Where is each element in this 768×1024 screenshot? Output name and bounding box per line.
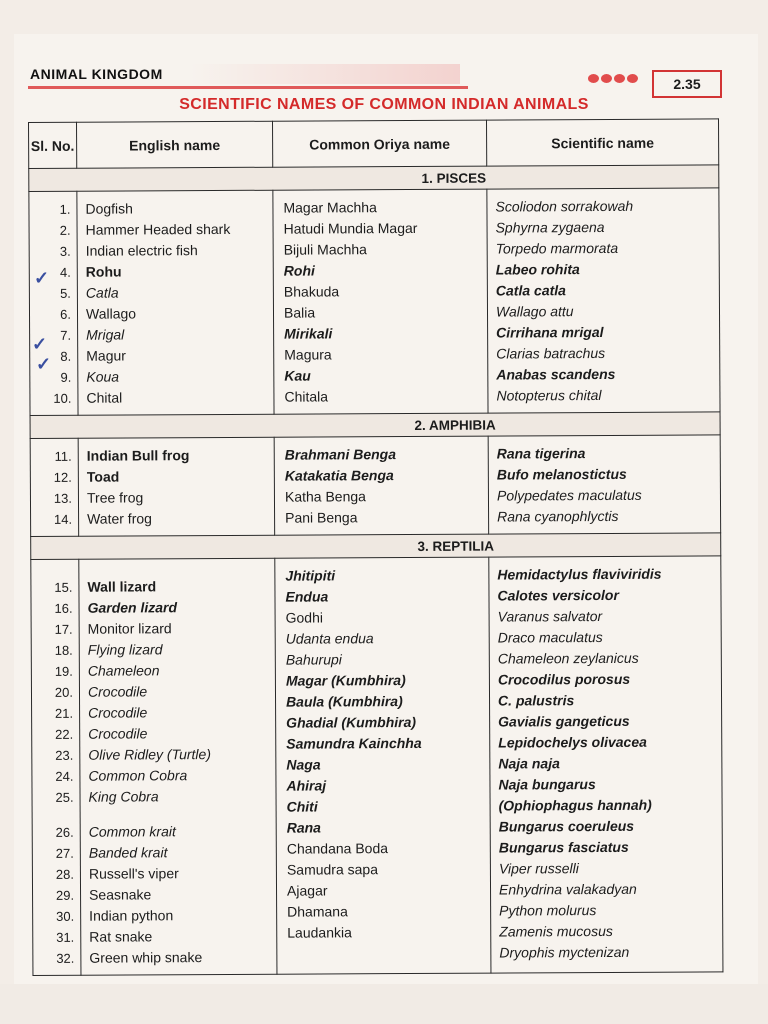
list-item: 7. xyxy=(60,327,72,343)
list-item: Ahiraj xyxy=(286,777,327,794)
list-item: Draco maculatus xyxy=(497,628,603,646)
table-header-row xyxy=(29,119,719,169)
list-item: 6. xyxy=(60,306,72,322)
list-item: 22. xyxy=(55,726,74,742)
oriya-name-list xyxy=(273,190,487,414)
list-item: Brahmani Benga xyxy=(284,446,397,463)
list-item: 29. xyxy=(55,887,75,903)
list-item: Labeo rohita xyxy=(495,261,580,278)
list-item: 24. xyxy=(55,768,74,784)
list-item: Banded krait xyxy=(88,844,168,861)
list-item: Green whip snake xyxy=(89,949,203,966)
list-item: Laudankia xyxy=(287,924,352,941)
list-item: Wallago attu xyxy=(495,303,574,320)
list-item: Indian python xyxy=(89,907,174,924)
list-item: Chiti xyxy=(286,798,318,815)
list-item: Crocodilus porosus xyxy=(497,670,631,688)
list-item: Kau xyxy=(284,367,311,384)
list-item: Python molurus xyxy=(499,902,597,919)
page-title: SCIENTIFIC NAMES OF COMMON INDIAN ANIMALS xyxy=(179,96,589,113)
list-item: Dryophis myctenizan xyxy=(499,943,630,961)
column-header-english: English name xyxy=(77,121,273,168)
list-item: Magar (Kumbhira) xyxy=(285,672,406,689)
column-header-sl: Sl. No. xyxy=(29,122,77,168)
list-item: 15. xyxy=(54,579,73,595)
list-item: Water frog xyxy=(87,510,152,527)
list-item: Torpedo marmorata xyxy=(495,239,619,257)
serial-list xyxy=(31,439,79,536)
pen-tick-icon: ✓ xyxy=(34,268,50,288)
list-item: Chital xyxy=(86,389,123,406)
list-item: Katakatia Benga xyxy=(284,467,394,484)
list-item: Dhamana xyxy=(287,903,348,920)
column-header-oriya: Common Oriya name xyxy=(272,120,486,167)
list-item: 23. xyxy=(55,747,74,763)
list-item: Bijuli Machha xyxy=(283,241,367,258)
list-item: Ghadial (Kumbhira) xyxy=(286,713,417,731)
table-row-group xyxy=(31,556,723,976)
english-name-list xyxy=(79,559,276,975)
column-header-scientific: Scientific name xyxy=(486,119,718,166)
list-item: Crocodile xyxy=(87,683,148,700)
list-item: Rohi xyxy=(283,262,315,279)
list-item: 17. xyxy=(54,621,73,637)
list-item: Rana tigerina xyxy=(496,445,586,462)
list-item: 8. xyxy=(60,348,72,364)
list-item: 14. xyxy=(53,511,73,527)
list-item: Crocodile xyxy=(88,704,148,721)
list-item: 28. xyxy=(55,866,74,882)
header-background-print xyxy=(190,64,460,84)
list-item: Magura xyxy=(284,346,332,363)
list-item: Viper russelli xyxy=(498,860,579,877)
section-title: 3. REPTILIA xyxy=(417,538,495,554)
pen-tick-icon: ✓ xyxy=(32,334,48,354)
page-number: 2.35 xyxy=(652,70,722,98)
oriya-name-list xyxy=(275,558,490,950)
scientific-name-list xyxy=(489,435,721,533)
list-item: Russell's viper xyxy=(88,865,179,882)
english-name-list xyxy=(77,191,273,415)
list-item: Baula (Kumbhira) xyxy=(285,693,403,710)
list-item: Clarias batrachus xyxy=(496,344,606,362)
list-item: Bhakuda xyxy=(283,283,340,300)
list-item: 26. xyxy=(55,824,74,840)
list-item: Cirrihana mrigal xyxy=(496,323,604,341)
list-item: 31. xyxy=(56,929,75,945)
section-title: 2. AMPHIBIA xyxy=(414,417,496,433)
page-bottom-shadow xyxy=(0,984,768,1024)
list-item: Chameleon xyxy=(87,662,160,679)
list-item: Crocodile xyxy=(88,725,148,742)
list-item: Rat snake xyxy=(89,928,153,945)
list-item: Common Cobra xyxy=(88,767,188,784)
decorative-dots-icon xyxy=(588,70,640,88)
list-item: Endua xyxy=(285,588,329,605)
scientific-name-list xyxy=(487,188,719,412)
table-row-group xyxy=(30,435,721,537)
list-item: Indian Bull frog xyxy=(86,447,190,464)
list-item: 27. xyxy=(55,845,74,861)
list-item: Seasnake xyxy=(89,886,152,903)
list-item: 19. xyxy=(54,663,73,679)
oriya-name-list xyxy=(275,437,489,535)
list-item: Flying lizard xyxy=(87,641,163,658)
list-item: Ajagar xyxy=(286,882,328,899)
serial-list xyxy=(29,192,77,415)
list-item: Pani Benga xyxy=(285,509,358,526)
list-item: Polypedates maculatus xyxy=(496,486,642,504)
list-item: 20. xyxy=(54,684,74,700)
serial-list xyxy=(31,560,80,975)
list-item: 25. xyxy=(55,789,74,805)
list-item: Bahurupi xyxy=(285,651,342,668)
list-item: Bungarus fasciatus xyxy=(498,838,629,856)
list-item: Wall lizard xyxy=(87,578,157,595)
list-item: 11. xyxy=(54,448,72,464)
list-item: 16. xyxy=(54,600,73,616)
list-item: 4. xyxy=(59,264,71,280)
list-item: 10. xyxy=(53,390,72,406)
list-item: Jhitipiti xyxy=(285,567,336,584)
list-item: Scoliodon sorrakowah xyxy=(495,197,634,215)
list-item: Magur xyxy=(86,347,126,364)
list-item: Chandana Boda xyxy=(286,840,389,857)
list-item: Udanta endua xyxy=(285,630,374,647)
list-item: 9. xyxy=(60,369,72,385)
list-item: Bufo melanostictus xyxy=(496,465,627,483)
list-item: 30. xyxy=(56,908,75,924)
list-item: 3. xyxy=(59,243,71,259)
list-item: Balia xyxy=(283,304,316,321)
list-item: 1. xyxy=(59,201,71,217)
list-item: Naga xyxy=(286,756,321,773)
table-row-group xyxy=(29,188,720,416)
spacer xyxy=(31,567,78,577)
list-item: Hatudi Mundia Magar xyxy=(283,219,418,237)
list-item: Catla catla xyxy=(495,282,566,299)
list-item: Godhi xyxy=(285,609,323,626)
list-item: Hemidactylus flaviviridis xyxy=(497,565,662,583)
list-item: Common krait xyxy=(88,823,176,840)
list-item: Chitala xyxy=(284,388,329,405)
spacer xyxy=(33,808,80,822)
list-item: Bungarus coeruleus xyxy=(498,817,635,835)
list-item: King Cobra xyxy=(88,788,159,805)
list-item: C. palustris xyxy=(497,692,575,709)
list-item: 12. xyxy=(53,469,72,485)
list-item: Notopterus chital xyxy=(496,387,602,404)
list-item: Anabas scandens xyxy=(496,365,616,383)
list-item: Gavialis gangeticus xyxy=(498,712,630,730)
list-item: Toad xyxy=(86,468,120,485)
list-item: Chameleon zeylanicus xyxy=(497,649,639,667)
list-item: Garden lizard xyxy=(87,599,178,616)
english-name-list xyxy=(79,438,275,536)
section-title: 1. PISCES xyxy=(421,170,487,186)
list-item: Olive Ridley (Turtle) xyxy=(88,746,212,763)
pen-tick-icon: ✓ xyxy=(36,354,52,374)
list-item: Naja naja xyxy=(498,755,560,772)
list-item: Mirikali xyxy=(284,325,333,342)
list-item: Dogfish xyxy=(85,200,133,217)
list-item: Katha Benga xyxy=(284,488,366,505)
list-item: Rohu xyxy=(85,263,122,280)
list-item: Magar Machha xyxy=(283,199,377,216)
list-item: Zamenis mucosus xyxy=(499,922,613,940)
list-item: (Ophiophagus hannah) xyxy=(498,796,652,814)
list-item: Hammer Headed shark xyxy=(85,220,231,238)
list-item: Sphyrna zygaena xyxy=(495,218,605,236)
list-item: Catla xyxy=(85,284,119,301)
animal-names-table xyxy=(28,118,723,976)
list-item: Rana cyanophlyctis xyxy=(497,507,619,525)
list-item: Mrigal xyxy=(86,326,125,343)
list-item: Calotes versicolor xyxy=(497,586,619,604)
scientific-name-list xyxy=(489,556,722,969)
list-item: 5. xyxy=(60,285,71,301)
chapter-underline xyxy=(28,86,468,89)
list-item: Varanus salvator xyxy=(497,608,603,625)
list-item: 18. xyxy=(54,642,73,658)
list-item: Tree frog xyxy=(86,489,144,506)
spacer xyxy=(81,807,276,822)
list-item: Monitor lizard xyxy=(87,620,172,637)
list-item: 32. xyxy=(56,950,75,966)
list-item: Indian electric fish xyxy=(85,242,198,259)
list-item: Rana xyxy=(286,819,321,836)
list-item: Enhydrina valakadyan xyxy=(498,880,637,898)
list-item: Lepidochelys olivacea xyxy=(498,733,647,751)
list-item: Samudra sapa xyxy=(286,861,379,878)
list-item: 21. xyxy=(54,705,74,721)
list-item: 2. xyxy=(59,222,71,238)
list-item: Naja bungarus xyxy=(498,776,596,793)
chapter-heading: ANIMAL KINGDOM xyxy=(30,66,163,82)
list-item: Wallago xyxy=(85,305,137,322)
list-item: 13. xyxy=(53,490,73,506)
list-item: Koua xyxy=(86,368,120,385)
list-item: Samundra Kainchha xyxy=(286,734,422,752)
